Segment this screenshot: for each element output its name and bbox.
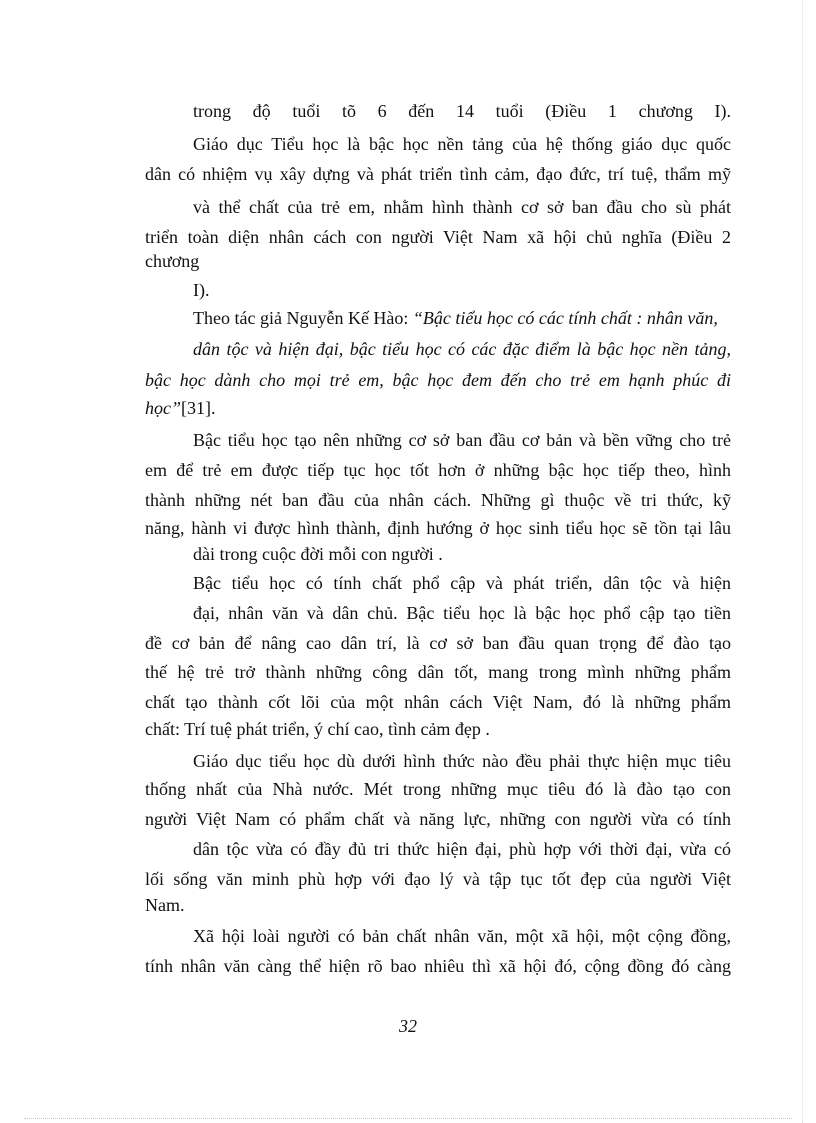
text-line: đề cơ bản để nâng cao dân trí, là cơ sở ban đầu quan trọng để đào tạo — [145, 633, 731, 653]
footer-divider — [24, 1118, 792, 1119]
quote-line — [145, 397, 216, 419]
text-line: em để trẻ em được tiếp tục học tốt hơn ở những bậc học tiếp theo, hình — [145, 460, 731, 480]
citation-line — [193, 307, 718, 329]
text-line: người Việt Nam có phẩm chất và năng lực, những con người vừa có tính — [145, 809, 731, 829]
quote-text: “Bậc tiểu học có các tính chất : nhân văn, — [412, 308, 718, 328]
text-line: năng, hành vi được hình thành, định hướng ở học sinh tiểu học sẽ tồn tại lâu — [145, 518, 731, 538]
text-line: chất: Trí tuệ phát triển, ý chí cao, tình cảm đẹp . — [145, 719, 490, 739]
text-line: dài trong cuộc đời mỗi con người . — [193, 544, 443, 564]
text-line: I). — [193, 280, 210, 300]
text-line: chất tạo thành cốt lõi của một nhân cách Việt Nam, đó là những phẩm — [145, 692, 731, 712]
text-line: và thể chất của trẻ em, nhằm hình thành cơ sở ban đầu cho sù phát — [193, 197, 731, 217]
text-line: triển toàn diện nhân cách con người Việt Nam xã hội chủ nghĩa (Điều 2 — [145, 227, 731, 247]
text-line: thành những nét ban đầu của nhân cách. Những gì thuộc về tri thức, kỹ — [145, 490, 731, 510]
text-line: Bậc tiểu học tạo nên những cơ sở ban đầu cơ bản và bền vững cho trẻ — [193, 430, 731, 450]
text-line: thống nhất của Nhà nước. Mét trong những mục tiêu đó là đào tạo con — [145, 779, 731, 799]
text-line: Giáo dục tiểu học dù dưới hình thức nào đều phải thực hiện mục tiêu — [193, 751, 731, 771]
text-line: dân có nhiệm vụ xây dựng và phát triển tình cảm, đạo đức, trí tuệ, thẩm mỹ — [145, 164, 731, 184]
quote-end: học” — [145, 398, 181, 418]
text-line: tính nhân văn càng thể hiện rõ bao nhiêu thì xã hội đó, cộng đồng đó càng — [145, 956, 731, 976]
text-line: đại, nhân văn và dân chủ. Bậc tiểu học là bậc học phổ cập tạo tiền — [193, 603, 731, 623]
text-line: lối sống văn minh phù hợp với đạo lý và tập tục tốt đẹp của người Việt — [145, 869, 731, 889]
text-line: Nam. — [145, 895, 185, 915]
page-number: 32 — [399, 1016, 417, 1036]
reference-number: [31]. — [181, 398, 216, 418]
margin-divider — [802, 0, 803, 1123]
text-line: Xã hội loài người có bản chất nhân văn, một xã hội, một cộng đồng, — [193, 926, 731, 946]
text-line: chương — [145, 251, 200, 271]
text-line: trong độ tuổi tõ 6 đến 14 tuổi (Điều 1 chương I). — [193, 101, 731, 121]
quote-line: dân tộc và hiện đại, bậc tiểu học có các đặc điểm là bậc học nền tảng, — [193, 339, 731, 359]
text-line: Giáo dục Tiểu học là bậc học nền tảng của hệ thống giáo dục quốc — [193, 134, 731, 154]
text-line: Bậc tiểu học có tính chất phổ cập và phát triển, dân tộc và hiện — [193, 573, 731, 593]
text-line: dân tộc vừa có đầy đủ tri thức hiện đại, phù hợp với thời đại, vừa có — [193, 839, 731, 859]
text-line: thế hệ trẻ trở thành những công dân tốt, mang trong mình những phẩm — [145, 662, 731, 682]
quote-line: bậc học dành cho mọi trẻ em, bậc học đem đến cho trẻ em hạnh phúc đi — [145, 370, 731, 390]
author-attribution: Theo tác giả Nguyễn Kế Hào: — [193, 308, 409, 328]
